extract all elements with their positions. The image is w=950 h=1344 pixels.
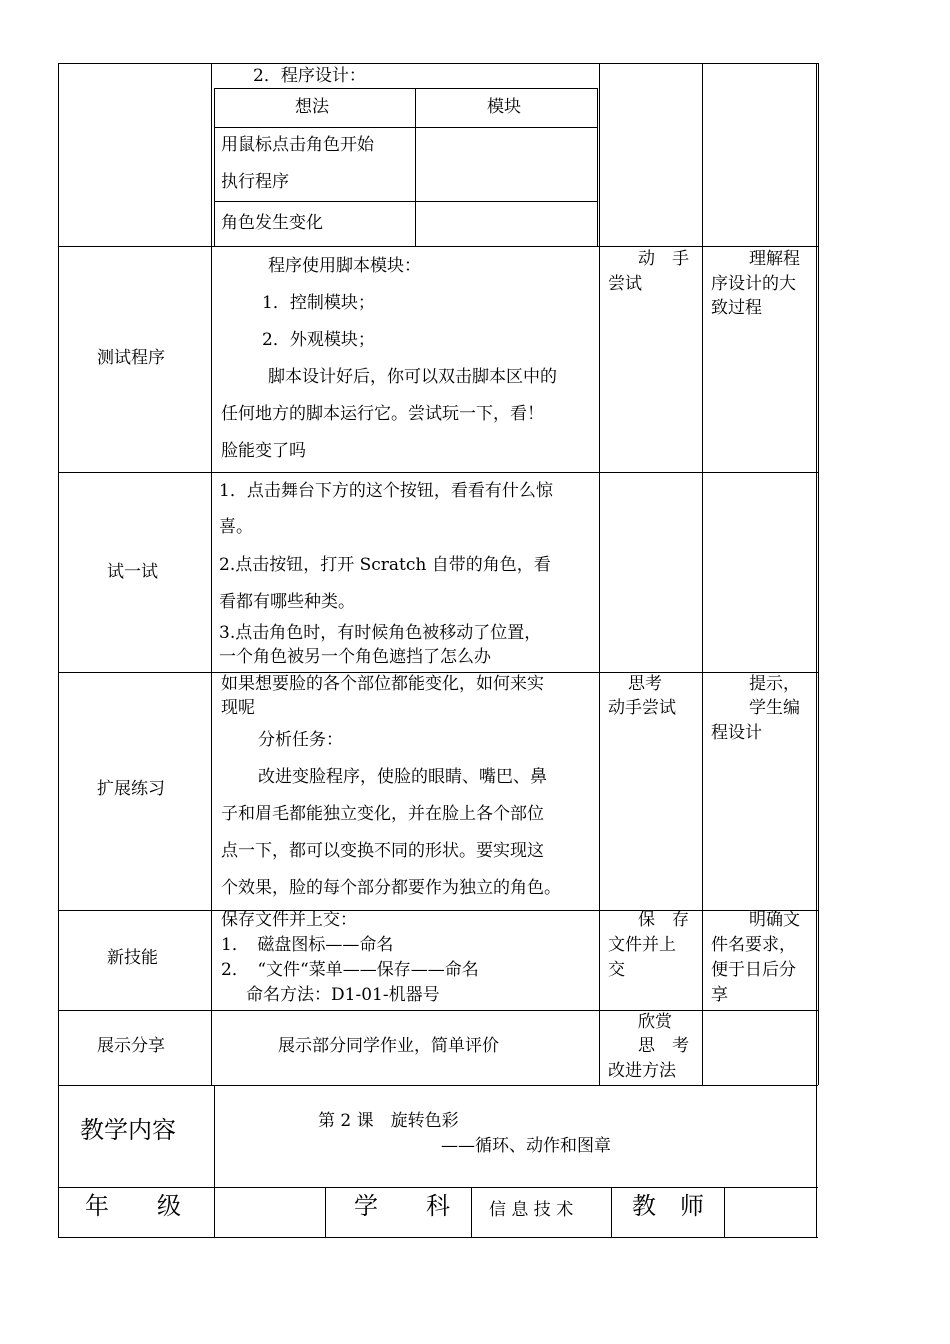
test-content-line-3: 2．外观模块；: [262, 330, 375, 350]
test-content-line-5: 任何地方的脚本运行它。尝试玩一下，看！: [221, 404, 544, 424]
row-label-test: 测试程序: [97, 348, 165, 368]
test-content-line-6: 脸能变了吗: [221, 441, 306, 461]
skill-activity-line-1: 保 存: [638, 910, 689, 930]
idea-row-2: 角色发生变化: [221, 213, 323, 233]
program-design-heading: 2．程序设计：: [253, 66, 366, 86]
teacher-label: 教 师: [632, 1192, 704, 1220]
test-intent-line-2: 序设计的大: [711, 274, 796, 294]
test-content-line-4: 脚本设计好后，你可以双击脚本区中的: [268, 367, 557, 387]
share-activity-line-1: 欣赏: [638, 1012, 672, 1032]
subject-label: 学 科: [354, 1192, 450, 1220]
extend-content-line-7: 个效果，脸的每个部分都要作为独立的角色。: [221, 878, 561, 898]
extend-activity-line-2: 动手尝试: [608, 698, 676, 718]
extend-content-line-2: 现呢: [221, 698, 255, 718]
extend-content-line-3: 分析任务：: [258, 730, 343, 750]
try-content-line-2: 喜。: [219, 517, 253, 537]
skill-content-line-1: 保存文件并上交：: [221, 910, 357, 930]
row-label-skill: 新技能: [107, 948, 158, 968]
skill-content-line-3: 2． “文件“菜单——保存——命名: [221, 960, 479, 980]
share-content: 展示部分同学作业，简单评价: [278, 1036, 499, 1056]
extend-activity-line-1: 思考: [628, 674, 662, 694]
skill-content-line-2: 1． 磁盘图标——命名: [221, 935, 394, 955]
test-intent-line-3: 致过程: [711, 298, 762, 318]
skill-activity-line-2: 文件并上: [608, 935, 676, 955]
extend-content-line-5: 子和眉毛都能独立变化，并在脸上各个部位: [221, 804, 544, 824]
extend-intent-line-1: 提示，: [749, 674, 800, 694]
lesson-label: 教学内容: [80, 1116, 176, 1144]
grade-label: 年 级: [85, 1192, 181, 1220]
row-label-extend: 扩展练习: [97, 779, 165, 799]
lesson-title: 第 2 课 旋转色彩: [318, 1111, 459, 1131]
idea-row-1-line-1: 用鼠标点击角色开始: [221, 135, 374, 155]
test-content-line-1: 程序使用脚本模块：: [268, 256, 421, 276]
extend-content-line-6: 点一下，都可以变换不同的形状。要实现这: [221, 841, 544, 861]
share-activity-line-3: 改进方法: [608, 1061, 676, 1081]
skill-intent-line-4: 享: [711, 985, 728, 1005]
try-content-line-6: 一个角色被另一个角色遮挡了怎么办: [219, 647, 491, 667]
extend-content-line-1: 如果想要脸的各个部位都能变化，如何来实: [221, 674, 544, 694]
skill-intent-line-3: 便于日后分: [711, 960, 796, 980]
test-activity-line-1: 动 手: [638, 249, 689, 269]
extend-intent-line-3: 程设计: [711, 723, 762, 743]
lesson-subtitle: ——循环、动作和图章: [441, 1136, 611, 1156]
subject-value: 信 息 技 术: [489, 1200, 574, 1220]
share-activity-line-2: 思 考: [638, 1036, 689, 1056]
skill-intent-line-1: 明确文: [749, 910, 800, 930]
header-idea: 想法: [295, 97, 329, 117]
try-content-line-5: 3.点击角色时，有时候角色被移动了位置，: [219, 623, 542, 643]
skill-activity-line-3: 交: [608, 960, 625, 980]
try-content-line-1: 1．点击舞台下方的这个按钮，看看有什么惊: [219, 481, 553, 501]
test-intent-line-1: 理解程: [749, 249, 800, 269]
try-content-line-3: 2.点击按钮，打开 Scratch 自带的角色，看: [219, 555, 551, 575]
test-content-line-2: 1．控制模块；: [262, 293, 375, 313]
skill-content-line-4: 命名方法：D1-01-机器号: [246, 985, 440, 1005]
row-label-try: 试一试: [107, 562, 158, 582]
header-module: 模块: [487, 97, 521, 117]
skill-intent-line-2: 件名要求，: [711, 935, 796, 955]
extend-intent-line-2: 学生编: [749, 698, 800, 718]
extend-content-line-4: 改进变脸程序，使脸的眼睛、嘴巴、鼻: [258, 767, 547, 787]
row-label-share: 展示分享: [97, 1036, 165, 1056]
try-content-line-4: 看都有哪些种类。: [219, 592, 355, 612]
idea-row-1-line-2: 执行程序: [221, 172, 289, 192]
test-activity-line-2: 尝试: [608, 274, 642, 294]
